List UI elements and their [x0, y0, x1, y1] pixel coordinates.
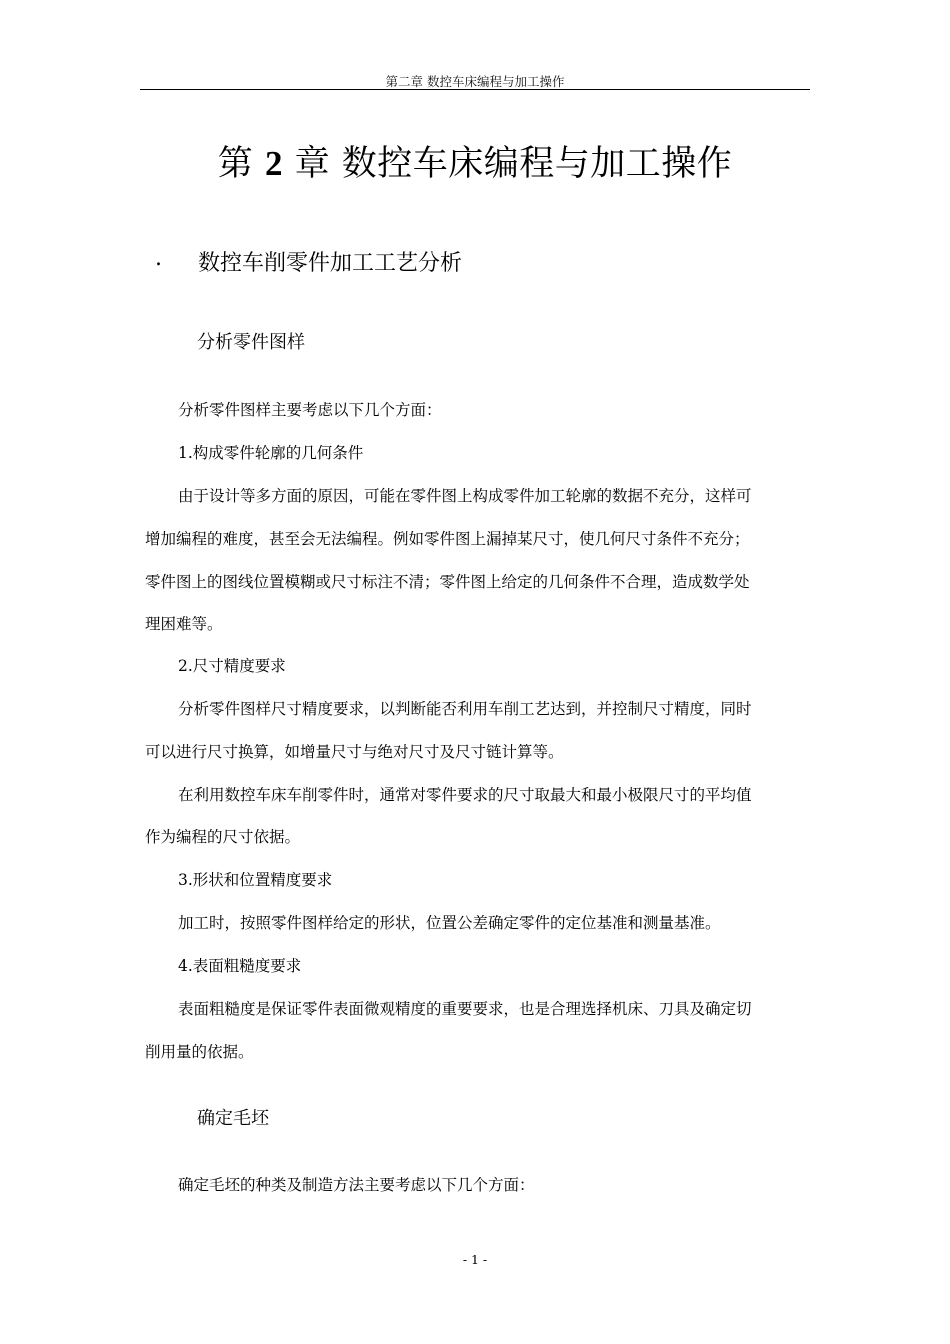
chapter-prefix: 第: [217, 144, 265, 184]
chapter-title: [0, 136, 950, 186]
page-number: - 1 -: [462, 1252, 488, 1267]
list-heading: 4.表面粗糙度要求: [178, 957, 302, 975]
list-heading: 3.形状和位置精度要求: [178, 871, 333, 889]
paragraph-line: 增加编程的难度，甚至会无法编程。例如零件图上漏掉某尺寸，使几何尺寸条件不充分；: [145, 530, 750, 548]
paragraph-line: 加工时，按照零件图样给定的形状，位置公差确定零件的定位基准和测量基准。: [178, 914, 721, 932]
section-title: 数控车削零件加工工艺分析: [198, 251, 463, 276]
section-marker: .: [155, 246, 162, 271]
paragraph-line: 分析零件图样主要考虑以下几个方面：: [178, 401, 442, 419]
subsection-title-drawing: 分析零件图样: [197, 332, 305, 353]
header-rule: [140, 89, 810, 90]
running-header: 第二章 数控车床编程与加工操作: [385, 74, 565, 89]
paragraph-line: 削用量的依据。: [145, 1043, 254, 1061]
paragraph-line: 由于设计等多方面的原因，可能在零件图上构成零件加工轮廓的数据不充分，这样可: [178, 487, 752, 505]
paragraph-line: 理困难等。: [145, 615, 223, 633]
paragraph-line: 作为编程的尺寸依据。: [145, 828, 301, 846]
paragraph-line: 表面粗糙度是保证零件表面微观精度的重要要求，也是合理选择机床、刀具及确定切: [178, 1000, 752, 1018]
list-heading: 2.尺寸精度要求: [178, 657, 286, 675]
paragraph-line: 确定毛坯的种类及制造方法主要考虑以下几个方面：: [178, 1176, 535, 1194]
subsection-title-blank: 确定毛坯: [197, 1108, 269, 1129]
paragraph-line: 分析零件图样尺寸精度要求，以判断能否利用车削工艺达到，并控制尺寸精度，同时: [178, 700, 752, 718]
paragraph-line: 零件图上的图线位置模糊或尺寸标注不清；零件图上给定的几何条件不合理，造成数学处: [145, 573, 750, 591]
paragraph-line: 在利用数控车床车削零件时，通常对零件要求的尺寸取最大和最小极限尺寸的平均值: [178, 786, 752, 804]
list-heading: 1.构成零件轮廓的几何条件: [178, 444, 364, 462]
chapter-number: 2: [264, 144, 283, 183]
paragraph-line: 可以进行尺寸换算，如增量尺寸与绝对尺寸及尺寸链计算等。: [145, 743, 564, 761]
chapter-suffix: 章 数控车床编程与加工操作: [282, 144, 733, 184]
